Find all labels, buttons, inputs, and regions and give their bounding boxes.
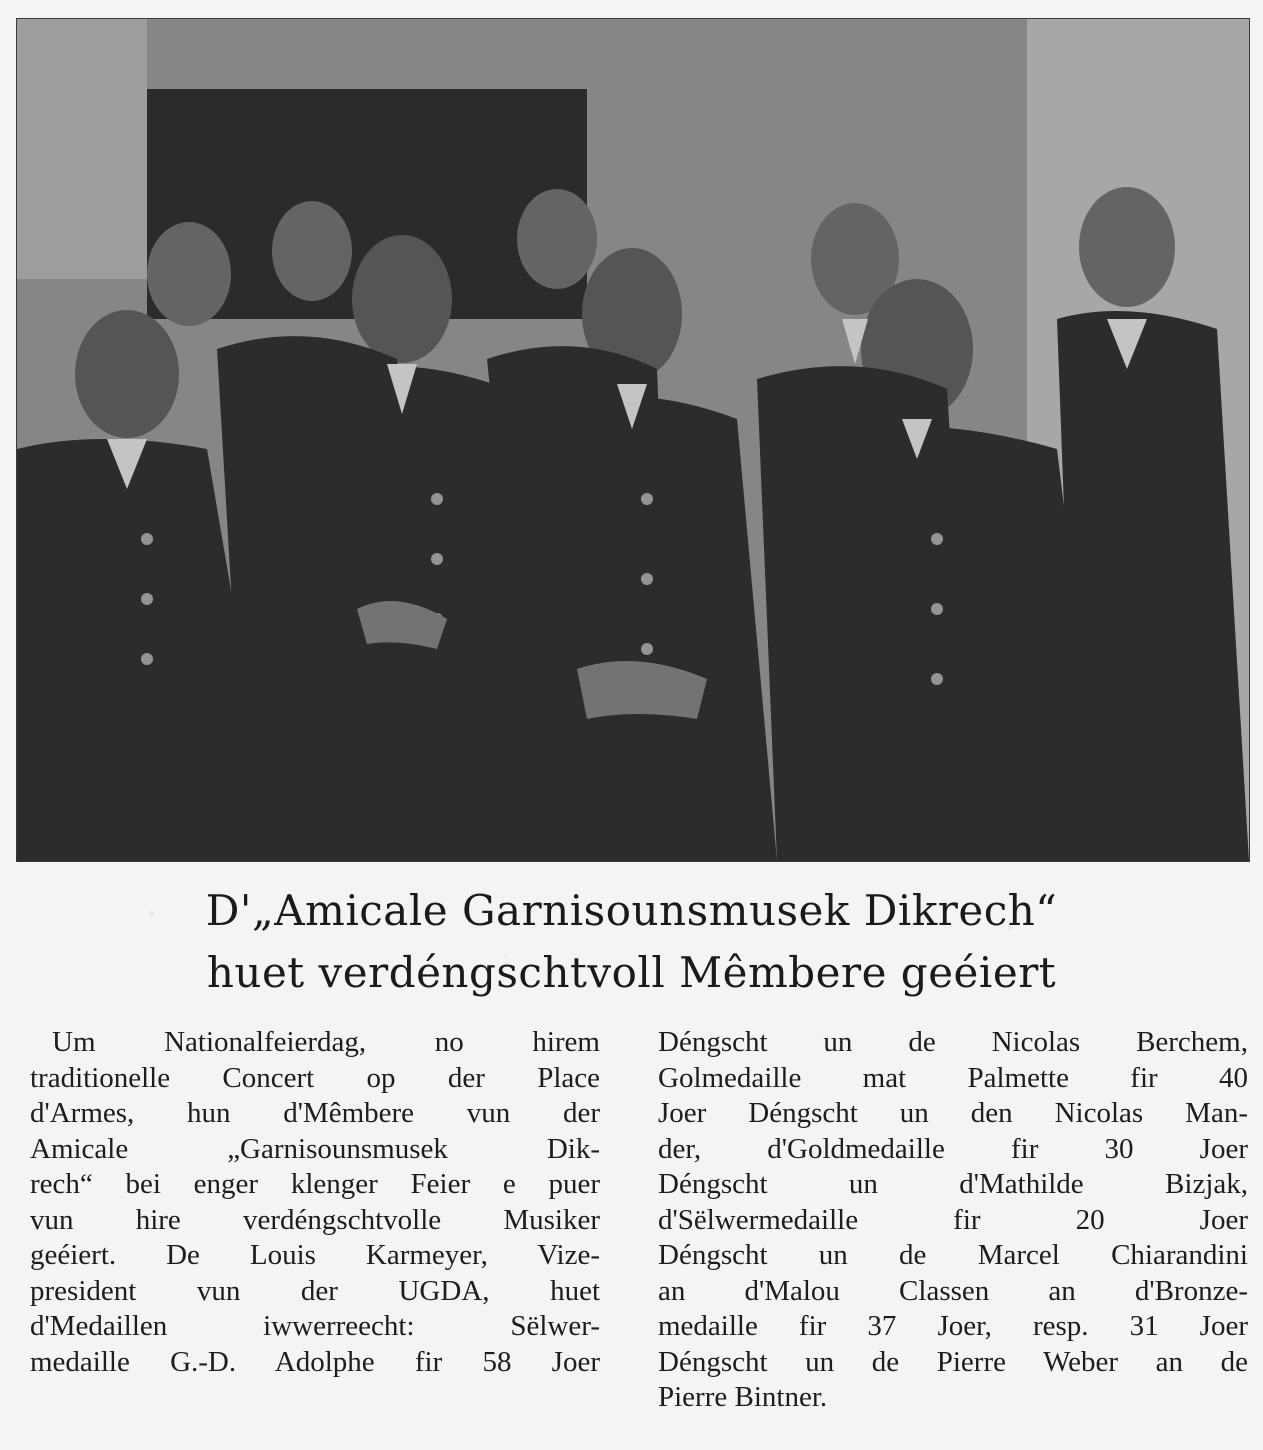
text-line: Déngscht un de Marcel Chiarandini	[658, 1239, 1248, 1271]
text-line: Amicale „Garnisounsmusek Dik-	[30, 1132, 600, 1165]
text-line: Um Nationalfeierdag, no hirem	[52, 1026, 600, 1058]
text-line: rech“ bei enger klenger Feier e puer	[30, 1168, 600, 1200]
group-photo-illustration	[17, 19, 1249, 861]
text-line: traditionelle Concert op der Place	[30, 1061, 600, 1094]
text-line: Golmedaille mat Palmette fir 40	[658, 1061, 1248, 1094]
text-line: Déngscht un de Pierre Weber an de	[658, 1345, 1248, 1378]
headline-line-2: huet verdéngschtvoll Mêmbere geéiert	[206, 948, 1057, 997]
group-photo	[16, 18, 1250, 862]
text-line: d'Medaillen iwwerreecht: Sëlwer-	[30, 1310, 600, 1342]
text-line: d'Sëlwermedaille fir 20 Joer	[658, 1203, 1248, 1236]
text-line: Pierre Bintner.	[658, 1381, 828, 1413]
text-line: geéiert. De Louis Karmeyer, Vize-	[30, 1239, 600, 1271]
text-line: Déngscht un de Nicolas Berchem,	[658, 1026, 1248, 1058]
text-line: medaille fir 37 Joer, resp. 31 Joer	[658, 1310, 1248, 1342]
article-column-left	[30, 1025, 600, 1380]
text-line: an d'Malou Classen an d'Bronze-	[658, 1274, 1248, 1307]
text-line: president vun der UGDA, huet	[30, 1274, 600, 1307]
article-column-right	[658, 1025, 1248, 1416]
text-line: der, d'Goldmedaille fir 30 Joer	[658, 1132, 1248, 1165]
text-line: medaille G.-D. Adolphe fir 58 Joer	[30, 1345, 600, 1378]
headline-line-1: D'„Amicale Garnisounsmusek Dikrech“	[205, 886, 1058, 935]
article-headline	[0, 880, 1263, 1004]
text-line: d'Armes, hun d'Mêmbere vun der	[30, 1097, 600, 1129]
text-line: Déngscht un d'Mathilde Bizjak,	[658, 1168, 1248, 1200]
text-line: Joer Déngscht un den Nicolas Man-	[658, 1097, 1248, 1129]
text-line: vun hire verdéngschtvolle Musiker	[30, 1203, 600, 1236]
article-body	[30, 1025, 1248, 1440]
